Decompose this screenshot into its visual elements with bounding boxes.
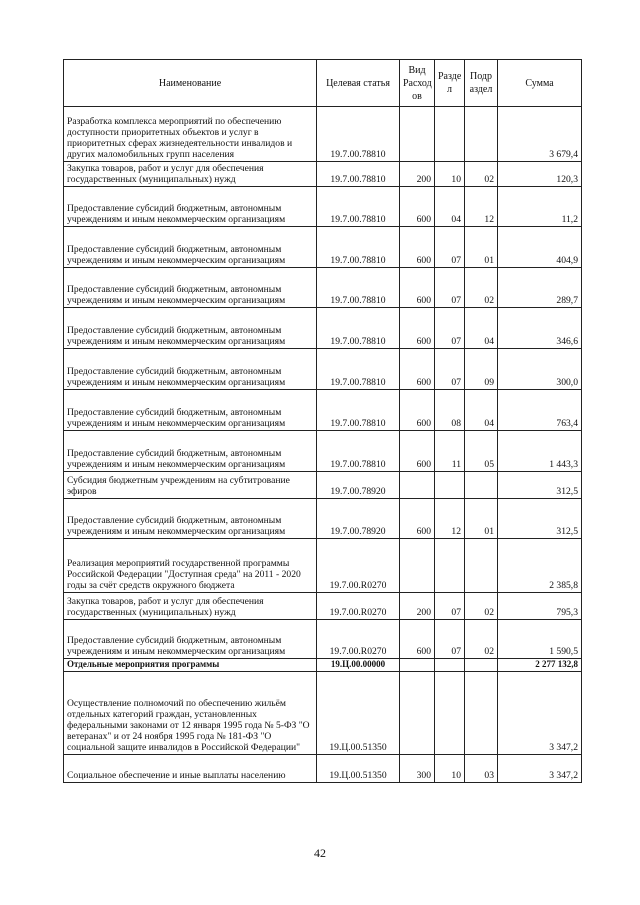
row-name: Предоставление субсидий бюджетным, автономным учреждениям и иным некоммерческим организациям xyxy=(64,268,317,308)
row-vid xyxy=(400,659,435,672)
table-row xyxy=(64,162,582,187)
row-razdel: 07 xyxy=(435,227,465,268)
row-name: Предоставление субсидий бюджетным, автономным учреждениям и иным некоммерческим организациям xyxy=(64,308,317,349)
row-razdel xyxy=(435,472,465,499)
row-podrazdel: 01 xyxy=(465,227,498,268)
row-vid: 600 xyxy=(400,227,435,268)
row-target: 19.7.00.78920 xyxy=(317,499,400,539)
row-target: 19.7.00.78810 xyxy=(317,268,400,308)
row-vid: 600 xyxy=(400,499,435,539)
row-target: 19.7.00.78810 xyxy=(317,162,400,187)
table-row xyxy=(64,593,582,620)
row-sum: 312,5 xyxy=(498,499,582,539)
row-vid: 600 xyxy=(400,390,435,431)
table-row xyxy=(64,107,582,162)
row-razdel: 11 xyxy=(435,431,465,472)
row-podrazdel: 05 xyxy=(465,431,498,472)
row-vid: 300 xyxy=(400,755,435,783)
row-name: Реализация мероприятий государственной программы Российской Федерации "Доступная среда" на 2011 - 2020 годы за счёт средств окружного бюджета xyxy=(64,539,317,593)
row-sum: 120,3 xyxy=(498,162,582,187)
table-row xyxy=(64,499,582,539)
row-sum: 2 385,8 xyxy=(498,539,582,593)
table-row xyxy=(64,268,582,308)
row-vid xyxy=(400,672,435,755)
row-name: Закупка товаров, работ и услуг для обеспечения государственных (муниципальных) нужд xyxy=(64,162,317,187)
row-sum: 795,3 xyxy=(498,593,582,620)
row-target: 19.7.00.78810 xyxy=(317,227,400,268)
row-sum: 11,2 xyxy=(498,187,582,227)
row-razdel: 08 xyxy=(435,390,465,431)
row-podrazdel: 12 xyxy=(465,187,498,227)
row-sum: 404,9 xyxy=(498,227,582,268)
row-target: 19.7.00.78810 xyxy=(317,349,400,390)
table-row xyxy=(64,227,582,268)
row-razdel xyxy=(435,672,465,755)
row-vid xyxy=(400,472,435,499)
row-vid xyxy=(400,107,435,162)
row-target: 19.7.00.78810 xyxy=(317,390,400,431)
row-name: Предоставление субсидий бюджетным, автономным учреждениям и иным некоммерческим организациям xyxy=(64,499,317,539)
row-podrazdel: 02 xyxy=(465,268,498,308)
row-sum: 2 277 132,8 xyxy=(498,659,582,672)
row-name: Субсидия бюджетным учреждениям на субтитрование эфиров xyxy=(64,472,317,499)
row-razdel xyxy=(435,107,465,162)
row-podrazdel xyxy=(465,659,498,672)
row-vid: 600 xyxy=(400,268,435,308)
row-podrazdel: 03 xyxy=(465,755,498,783)
header-sum: Сумма xyxy=(498,60,582,107)
table-row xyxy=(64,390,582,431)
table-row xyxy=(64,755,582,783)
row-podrazdel: 04 xyxy=(465,308,498,349)
row-target: 19.7.00.78810 xyxy=(317,107,400,162)
table-row xyxy=(64,431,582,472)
row-target: 19.7.00.R0270 xyxy=(317,620,400,659)
row-podrazdel: 02 xyxy=(465,162,498,187)
row-razdel: 07 xyxy=(435,349,465,390)
row-target: 19.7.00.R0270 xyxy=(317,539,400,593)
row-sum: 3 347,2 xyxy=(498,672,582,755)
table-row xyxy=(64,620,582,659)
row-razdel xyxy=(435,539,465,593)
row-podrazdel xyxy=(465,672,498,755)
row-target: 19.Ц.00.51350 xyxy=(317,755,400,783)
row-name: Предоставление субсидий бюджетным, автономным учреждениям и иным некоммерческим организациям xyxy=(64,349,317,390)
row-vid: 600 xyxy=(400,431,435,472)
row-name: Предоставление субсидий бюджетным, автономным учреждениям и иным некоммерческим организациям xyxy=(64,431,317,472)
row-razdel: 07 xyxy=(435,620,465,659)
budget-table xyxy=(63,59,582,783)
table-row xyxy=(64,659,582,672)
row-sum: 300,0 xyxy=(498,349,582,390)
page-number: 42 xyxy=(314,846,326,860)
row-razdel: 10 xyxy=(435,162,465,187)
row-target: 19.7.00.R0270 xyxy=(317,593,400,620)
row-razdel: 10 xyxy=(435,755,465,783)
table-header-row xyxy=(64,60,582,107)
row-podrazdel: 02 xyxy=(465,593,498,620)
row-sum: 312,5 xyxy=(498,472,582,499)
row-razdel: 07 xyxy=(435,593,465,620)
header-name: Наименование xyxy=(64,60,317,107)
row-sum: 1 590,5 xyxy=(498,620,582,659)
table-row xyxy=(64,539,582,593)
row-name: Закупка товаров, работ и услуг для обеспечения государственных (муниципальных) нужд xyxy=(64,593,317,620)
row-vid: 600 xyxy=(400,620,435,659)
row-podrazdel: 09 xyxy=(465,349,498,390)
row-vid xyxy=(400,539,435,593)
row-target: 19.7.00.78810 xyxy=(317,308,400,349)
row-name: Предоставление субсидий бюджетным, автономным учреждениям и иным некоммерческим организациям xyxy=(64,390,317,431)
row-name: Отдельные мероприятия программы xyxy=(64,659,317,672)
row-name: Социальное обеспечение и иные выплаты населению xyxy=(64,755,317,783)
row-target: 19.7.00.78810 xyxy=(317,187,400,227)
row-sum: 763,4 xyxy=(498,390,582,431)
row-vid: 600 xyxy=(400,308,435,349)
row-podrazdel: 02 xyxy=(465,620,498,659)
row-sum: 346,6 xyxy=(498,308,582,349)
table-row xyxy=(64,308,582,349)
row-podrazdel xyxy=(465,472,498,499)
row-razdel: 07 xyxy=(435,308,465,349)
row-sum: 289,7 xyxy=(498,268,582,308)
row-podrazdel xyxy=(465,107,498,162)
row-podrazdel: 04 xyxy=(465,390,498,431)
row-podrazdel xyxy=(465,539,498,593)
table-row xyxy=(64,349,582,390)
header-razdel: Разде л xyxy=(435,60,465,107)
row-name: Предоставление субсидий бюджетным, автономным учреждениям и иным некоммерческим организациям xyxy=(64,227,317,268)
header-podrazdel: Подр аздел xyxy=(465,60,498,107)
row-target: 19.7.00.78920 xyxy=(317,472,400,499)
row-razdel: 07 xyxy=(435,268,465,308)
row-vid: 600 xyxy=(400,349,435,390)
row-razdel: 12 xyxy=(435,499,465,539)
row-podrazdel: 01 xyxy=(465,499,498,539)
row-sum: 3 679,4 xyxy=(498,107,582,162)
row-vid: 200 xyxy=(400,593,435,620)
row-target: 19.Ц.00.51350 xyxy=(317,672,400,755)
row-razdel xyxy=(435,659,465,672)
table-row xyxy=(64,187,582,227)
row-target: 19.7.00.78810 xyxy=(317,431,400,472)
header-vid: Вид Расход ов xyxy=(400,60,435,107)
header-target: Целевая статья xyxy=(317,60,400,107)
row-target: 19.Ц.00.00000 xyxy=(317,659,400,672)
row-sum: 3 347,2 xyxy=(498,755,582,783)
row-name: Осуществление полномочий по обеспечению жильём отдельных категорий граждан, установленных федеральными законами от 12 января 1995 года № 5-ФЗ "О ветеранах" и от 24 ноября 1995 года № 181-ФЗ "О социальной защите инвалидов в Российской Федерации" xyxy=(64,672,317,755)
row-vid: 600 xyxy=(400,187,435,227)
row-name: Разработка комплекса мероприятий по обеспечению доступности приоритетных объектов и услуг в приоритетных сферах жизнедеятельности инвалидов и других маломобильных групп населения xyxy=(64,107,317,162)
row-name: Предоставление субсидий бюджетным, автономным учреждениям и иным некоммерческим организациям xyxy=(64,187,317,227)
row-razdel: 04 xyxy=(435,187,465,227)
table-row xyxy=(64,672,582,755)
row-sum: 1 443,3 xyxy=(498,431,582,472)
row-vid: 200 xyxy=(400,162,435,187)
row-name: Предоставление субсидий бюджетным, автономным учреждениям и иным некоммерческим организациям xyxy=(64,620,317,659)
table-row xyxy=(64,472,582,499)
